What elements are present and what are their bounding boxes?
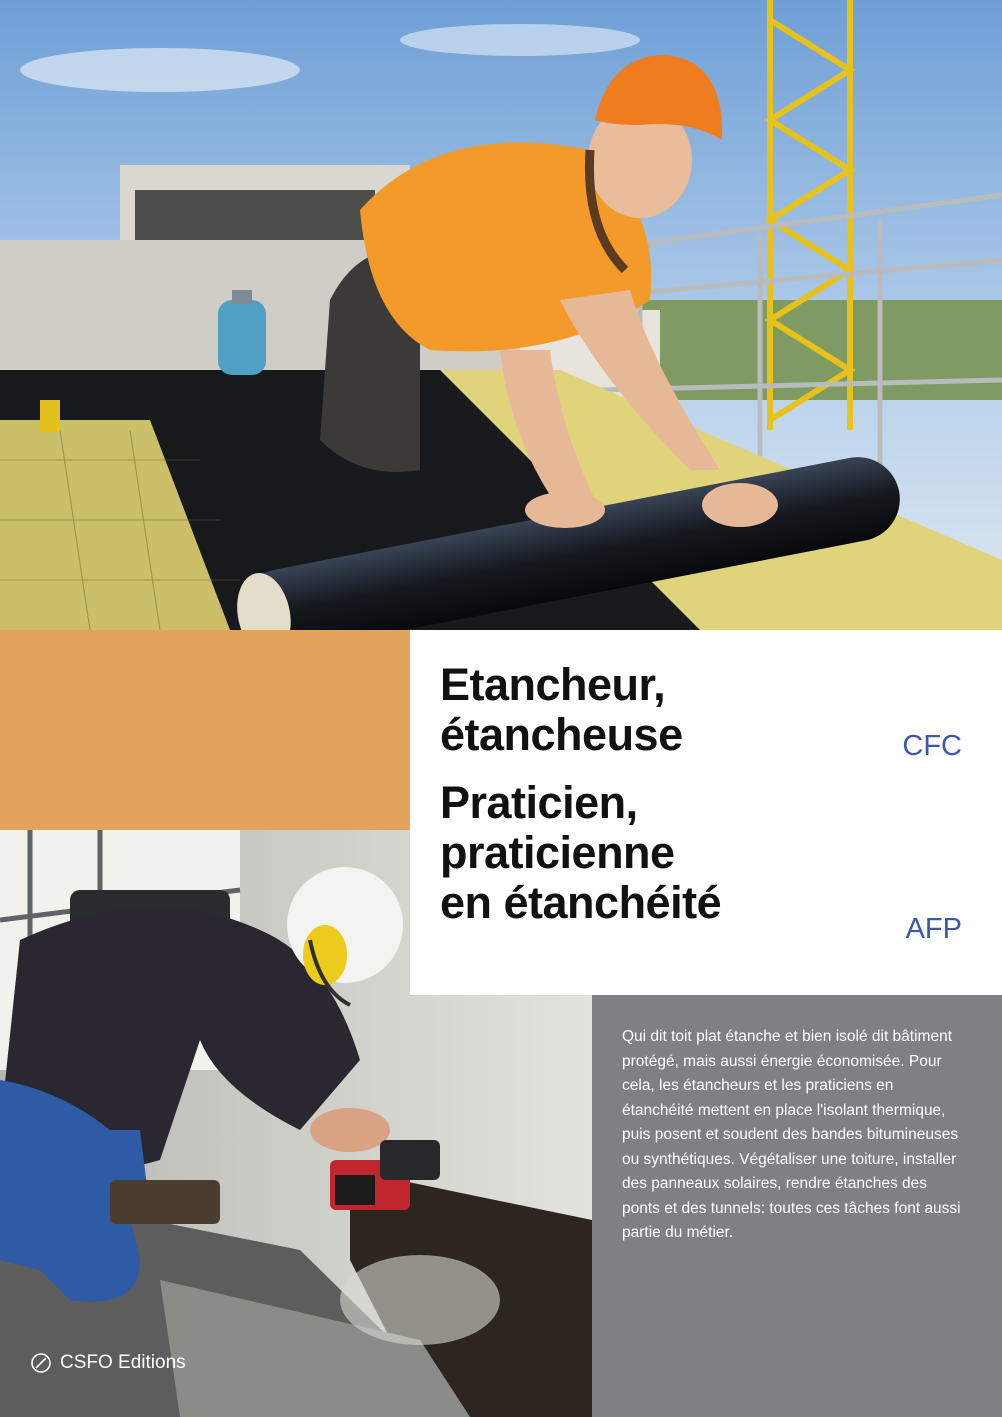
publisher-name: CSFO Editions <box>60 1352 186 1373</box>
qualification-code-primary: CFC <box>902 730 962 762</box>
accent-band <box>0 630 410 830</box>
title-panel <box>410 630 1002 995</box>
hero-photo-roof-membrane <box>0 0 1002 630</box>
compass-icon <box>30 1352 52 1374</box>
job-title-primary: Etancheur, étancheuse <box>440 659 683 760</box>
publisher-logo <box>30 1352 186 1374</box>
description-panel <box>592 995 1002 1417</box>
qualification-code-secondary: AFP <box>905 913 962 945</box>
job-description: Qui dit toit plat étanche et bien isolé dit bâtiment protégé, mais aussi énergie économisée. Pour cela, les étancheurs et les praticiens en étanchéité mettent en place l'isolant thermique, puis posent et soudent des bandes bitumineuses ou synthétiques. Végétaliser une toiture, installer des panneaux solaires, rendre étanches des ponts et des tunnels: toutes ces tâches font aussi partie du métier. <box>622 1028 961 1241</box>
job-title-secondary: Praticien, praticienne en étanchéité <box>440 777 722 928</box>
